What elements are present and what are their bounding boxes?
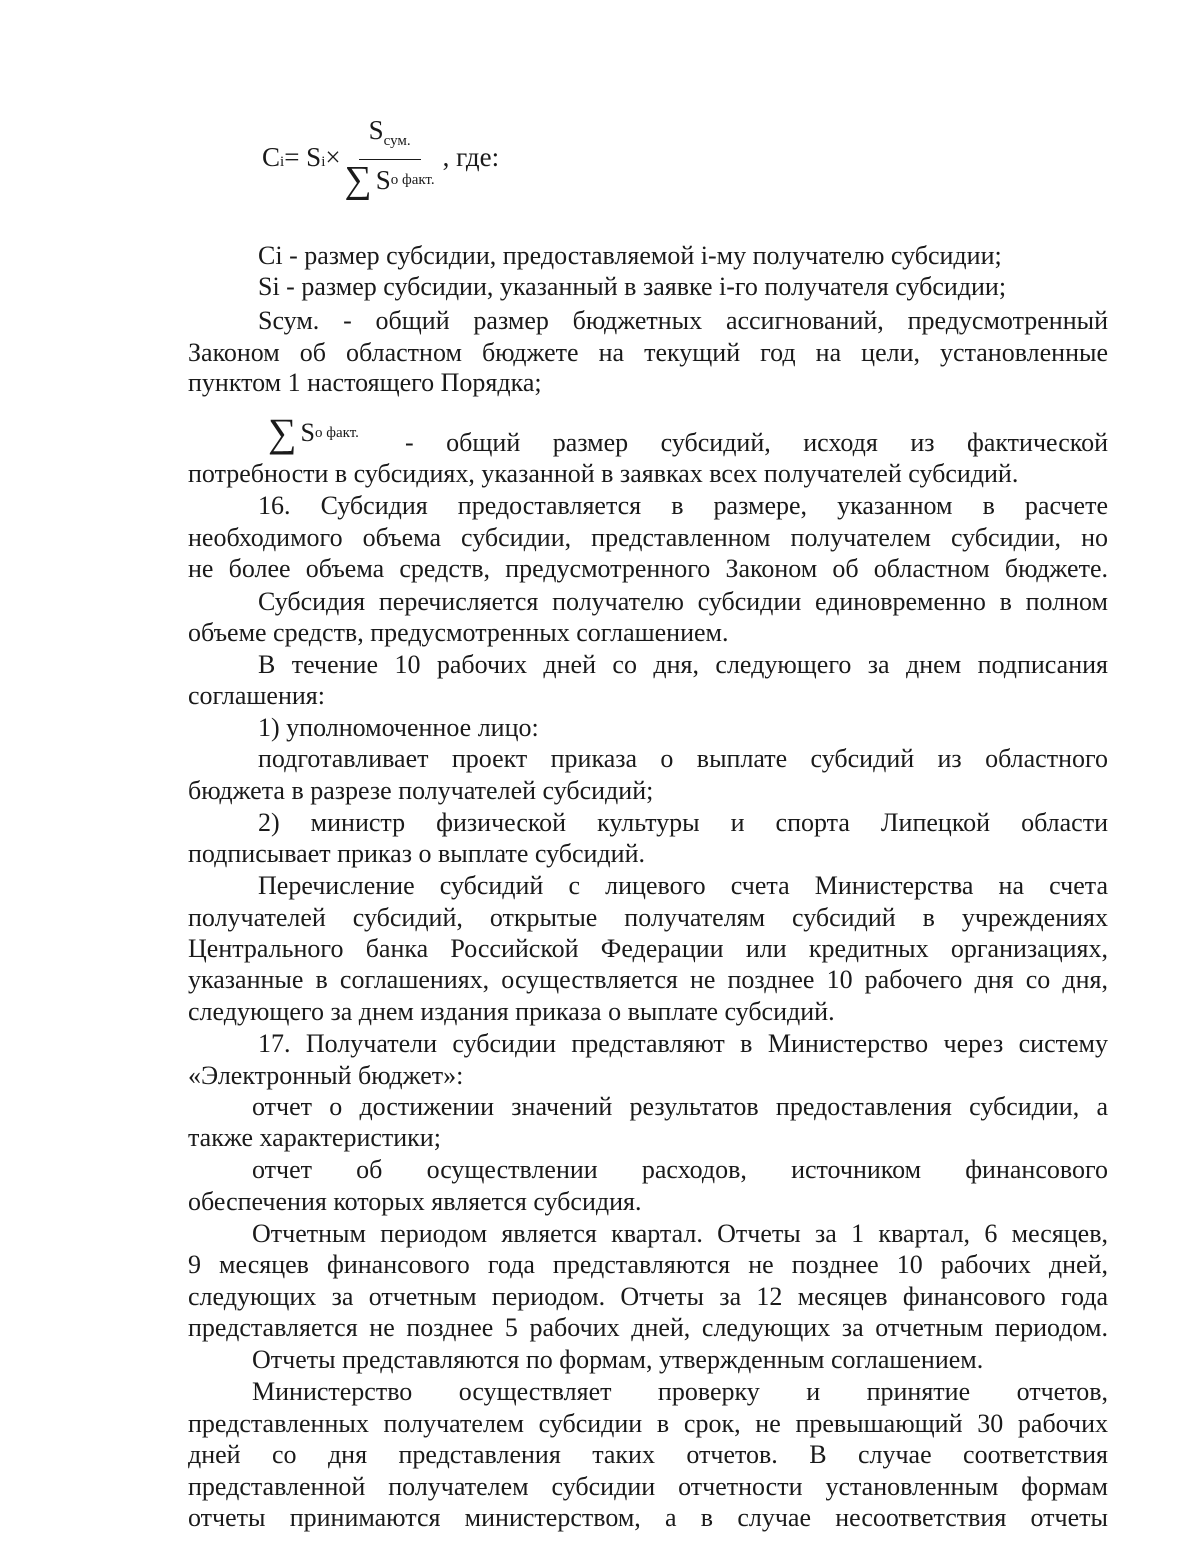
- paragraph-line: Субсидия перечисляется получателю субсидии единовременно в полном: [258, 587, 1108, 616]
- paragraph-line: объеме средств, предусмотренных соглашением.: [188, 618, 729, 647]
- paragraph-line: 16. Субсидия предоставляется в размере, указанном в расчете: [258, 491, 1108, 520]
- paragraph-line: В течение 10 рабочих дней со дня, следующего за днем подписания: [258, 650, 1108, 679]
- paragraph-line: 1) уполномоченное лицо:: [258, 713, 539, 742]
- paragraph-line: Отчеты представляются по формам, утвержденным соглашением.: [252, 1345, 984, 1374]
- formula-denominator: [345, 160, 435, 200]
- sum-symbol: [268, 410, 359, 455]
- paragraph-line: дней со дня представления таких отчетов. В случае соответствия: [188, 1440, 1108, 1469]
- paragraph-line: Ci - размер субсидии, предоставляемой i-му получателю субсидии;: [258, 241, 1002, 270]
- paragraph-line: подготавливает проект приказа о выплате субсидий из областного: [258, 744, 1108, 773]
- formula-times: ×: [325, 141, 341, 172]
- paragraph-line: пунктом 1 настоящего Порядка;: [188, 368, 542, 397]
- paragraph-line: не более объема средств, предусмотренного Законом об областном бюджете.: [188, 554, 1108, 583]
- paragraph-line: 9 месяцев финансового года представляются не позднее 10 рабочих дней,: [188, 1250, 1108, 1279]
- formula-c-sub: i: [280, 153, 285, 170]
- paragraph-line: отчеты принимаются министерством, а в случае несоответствия отчеты: [188, 1503, 1108, 1532]
- paragraph-line: также характеристики;: [188, 1123, 441, 1152]
- paragraph-line: Законом об областном бюджете на текущий год на цели, установленные: [188, 338, 1108, 367]
- paragraph-line: представленных получателем субсидии в срок, не превышающий 30 рабочих: [188, 1409, 1108, 1438]
- paragraph-line: Отчетным периодом является квартал. Отчеты за 1 квартал, 6 месяцев,: [252, 1219, 1108, 1248]
- paragraph-line: Центрального банка Российской Федерации или кредитных организациях,: [188, 934, 1108, 963]
- paragraph-line: получателей субсидий, открытые получателям субсидий в учреждениях: [188, 903, 1108, 932]
- paragraph-line: «Электронный бюджет»:: [188, 1061, 464, 1090]
- paragraph-line: 17. Получатели субсидии представляют в Министерство через систему: [258, 1029, 1108, 1058]
- paragraph-line: необходимого объема субсидии, представленном получателем субсидии, но: [188, 523, 1108, 552]
- paragraph-line: 2) министр физической культуры и спорта Липецкой области: [258, 808, 1108, 837]
- paragraph-line: следующего за днем издания приказа о выплате субсидий.: [188, 997, 835, 1026]
- paragraph-line: Sсум. - общий размер бюджетных ассигнований, предусмотренный: [258, 306, 1108, 335]
- paragraph-line: Перечисление субсидий с лицевого счета Министерства на счета: [258, 871, 1108, 900]
- sigma-symbol: ∑: [268, 410, 297, 455]
- paragraph-line: соглашения:: [188, 681, 325, 710]
- paragraph-line: Министерство осуществляет проверку и принятие отчетов,: [252, 1377, 1108, 1406]
- formula-tail: , где:: [442, 141, 500, 172]
- formula-eq: = S: [284, 141, 322, 172]
- paragraph-line: Si - размер субсидии, указанный в заявке i-го получателя субсидии;: [258, 272, 1007, 301]
- paragraph-line: обеспечения которых является субсидия.: [188, 1187, 642, 1216]
- paragraph-line: отчет об осуществлении расходов, источником финансового: [252, 1155, 1108, 1184]
- formula-fraction: [345, 114, 435, 200]
- formula-numerator: [359, 114, 421, 160]
- paragraph-line: указанные в соглашениях, осуществляется не позднее 10 рабочего дня со дня,: [188, 965, 1108, 994]
- paragraph-line: представляется не позднее 5 рабочих дней, следующих за отчетным периодом.: [188, 1313, 1108, 1342]
- paragraph-line: потребности в субсидиях, указанной в заявках всех получателей субсидий.: [188, 459, 1019, 488]
- denominator-sub: о факт.: [390, 172, 435, 188]
- paragraph-line: представленной получателем субсидии отчетности установленным формам: [188, 1472, 1108, 1501]
- paragraph-line: бюджета в разрезе получателей субсидий;: [188, 776, 654, 805]
- denominator-s: S: [375, 165, 391, 195]
- numerator-s: S: [368, 115, 384, 145]
- formula-c: C: [262, 141, 281, 172]
- sum-sub: о факт.: [314, 424, 359, 441]
- subsidy-formula: [262, 112, 499, 202]
- paragraph-line: подписывает приказ о выплате субсидий.: [188, 839, 645, 868]
- sigma-symbol: ∑: [344, 159, 372, 201]
- sum-s: S: [300, 418, 315, 447]
- paragraph-line: отчет о достижении значений результатов предоставления субсидии, а: [252, 1092, 1108, 1121]
- formula-s-sub: i: [321, 153, 326, 170]
- numerator-sub: сум.: [383, 133, 411, 149]
- paragraph-line: - общий размер субсидий, исходя из фактической: [405, 428, 1108, 457]
- paragraph-line: следующих за отчетным периодом. Отчеты за 12 месяцев финансового года: [188, 1282, 1108, 1311]
- formula-lhs: [262, 142, 341, 173]
